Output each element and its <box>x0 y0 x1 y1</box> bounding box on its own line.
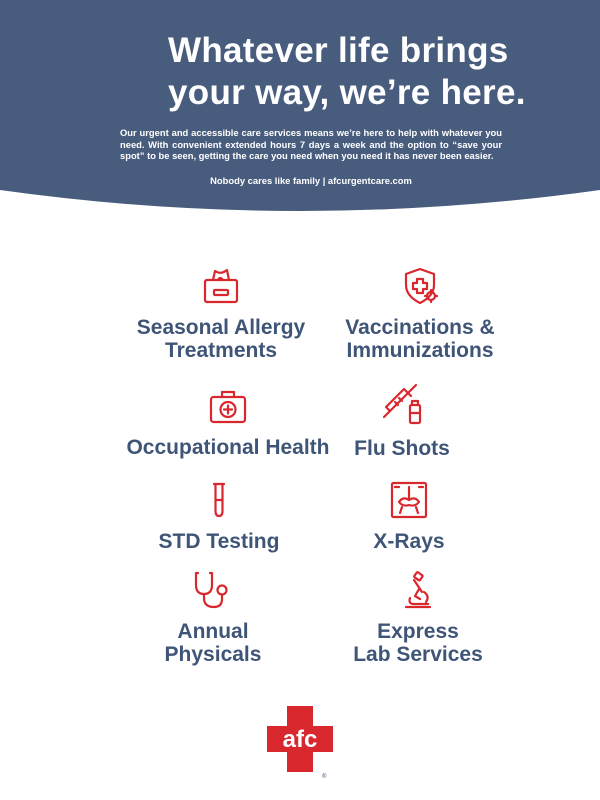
service-label-line-1: X-Rays <box>373 530 445 553</box>
xray-icon <box>389 480 429 520</box>
service-label-line-1: STD Testing <box>158 530 280 553</box>
logo-registered-mark: ® <box>322 774 327 780</box>
tissue-box-icon <box>201 266 241 306</box>
service-label-line-2: Physicals <box>164 643 262 666</box>
afc-logo <box>262 700 342 782</box>
service-label-line-1: Occupational Health <box>126 436 330 459</box>
headline-line-2: your way, we’re here. <box>168 73 526 112</box>
intro-paragraph: Our urgent and accessible care services means we’re here to help with whatever you need. With convenient extended hours 7 days a week and the option to “save your spot” to be seen, getting the care you need when you need it has never been easier. <box>120 127 502 162</box>
service-express-lab <box>298 570 538 666</box>
service-xrays <box>289 480 529 553</box>
headline-line-1: Whatever life brings <box>168 31 509 70</box>
logo-text: afc <box>282 726 318 753</box>
service-label-line-1: Vaccinations & <box>345 316 495 339</box>
service-label-line-1: Express <box>377 620 459 643</box>
service-label-line-2: Lab Services <box>353 643 483 666</box>
service-vaccinations <box>300 266 540 362</box>
tagline: Nobody cares like family | afcurgentcare.com <box>210 175 412 186</box>
service-label-line-2: Treatments <box>164 339 278 362</box>
stethoscope-icon <box>191 570 235 610</box>
service-label-line-1: Seasonal Allergy <box>136 316 306 339</box>
test-tube-icon <box>199 480 239 520</box>
microscope-icon <box>398 570 438 610</box>
medical-kit-icon <box>208 386 248 426</box>
service-label-line-1: Flu Shots <box>354 437 450 460</box>
shield-virus-icon <box>400 266 440 306</box>
headline <box>168 30 568 114</box>
service-annual-physicals <box>93 570 333 666</box>
service-label-line-2: Immunizations <box>346 339 494 362</box>
service-label-line-1: Annual <box>177 620 249 643</box>
service-flu-shots <box>282 383 522 460</box>
syringe-vial-icon <box>378 383 426 427</box>
